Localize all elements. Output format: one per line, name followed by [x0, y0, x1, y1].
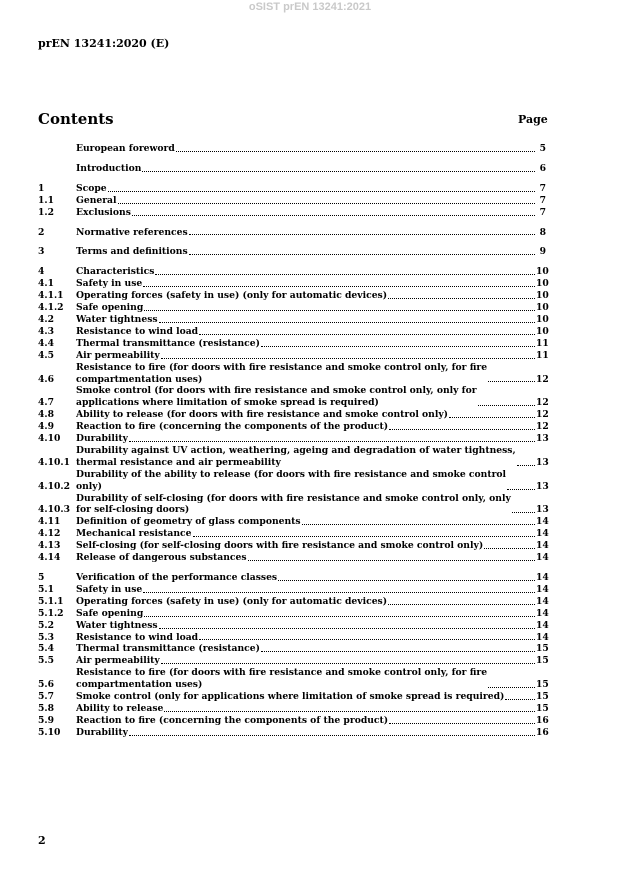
dot-leader [144, 310, 535, 311]
dot-leader [161, 358, 535, 359]
dot-leader [132, 215, 535, 216]
dot-leader [507, 489, 535, 490]
toc-entry-page: 15 [536, 655, 549, 667]
toc-entry-page: 10 [536, 313, 549, 325]
toc-entry-page: 6 [539, 162, 546, 174]
dot-leader [144, 616, 535, 617]
toc-entry-title [76, 667, 536, 691]
toc-entry-page: 15 [536, 702, 549, 714]
toc-entry-title [76, 302, 536, 314]
toc-entry-title [76, 143, 536, 155]
toc-entry-page: 14 [536, 595, 549, 607]
toc-entry-title [76, 326, 536, 338]
toc-entry-title [76, 163, 536, 175]
toc-entry-title [76, 715, 536, 727]
toc-entry-page: 14 [536, 583, 549, 595]
toc-entry[interactable] [38, 607, 549, 620]
toc-entry[interactable] [38, 468, 549, 493]
toc-entry[interactable] [38, 143, 546, 155]
toc-entry-title [76, 620, 536, 632]
toc-entry-title [76, 195, 536, 207]
dot-leader [488, 687, 535, 688]
toc-entry-page: 12 [536, 409, 549, 421]
toc-entry-page: 7 [539, 206, 546, 218]
toc-entry[interactable] [38, 619, 549, 632]
toc-entry-title [76, 338, 536, 350]
toc-entry-number: 4.10.3 [38, 504, 70, 516]
toc-entry-title [76, 278, 536, 290]
toc-entry-title [76, 266, 536, 278]
toc-entry-title [76, 409, 536, 421]
dot-leader [488, 381, 535, 382]
toc-entry-title-text: Safe opening [76, 607, 144, 619]
toc-entry-page: 5 [539, 143, 546, 154]
toc-entry[interactable] [38, 583, 549, 596]
toc-entry-number: 4.13 [38, 540, 61, 552]
toc-entry-title-text: Terms and definitions [76, 246, 188, 258]
dot-leader [143, 286, 535, 287]
toc-entry[interactable] [38, 643, 549, 655]
toc-entry-title-text: Introduction [76, 162, 142, 174]
dot-leader [108, 191, 535, 192]
dot-leader [388, 604, 535, 605]
toc-entry-title [76, 469, 536, 493]
toc-entry-title-text: Resistance to fire (for doors with fire resistance and smoke control only, for fire compartmentation uses) [76, 667, 488, 691]
toc-entry[interactable] [38, 572, 549, 584]
toc-entry-page: 12 [536, 397, 549, 409]
toc-entry-page: 14 [536, 540, 549, 552]
toc-entry-title-text: Normative references [76, 226, 188, 238]
toc-entry-number: 4.2 [38, 313, 54, 325]
toc-entry-title-text: General [76, 194, 117, 206]
toc-entry[interactable] [38, 361, 549, 386]
toc-entry-page: 10 [536, 290, 549, 302]
toc-entry-title-text: Durability against UV action, weathering, ageing and degradation of water tightness, thermal resistance and air permeability [76, 444, 516, 468]
toc-entry-title-text: Verification of the performance classes [76, 572, 278, 583]
toc-entry-page: 10 [536, 302, 549, 314]
toc-entry-title [76, 528, 536, 540]
toc-entry-number: 5.5 [38, 655, 54, 667]
toc-entry-title-text: Resistance to fire (for doors with fire resistance and smoke control only, for fire compartmentation uses) [76, 361, 488, 385]
toc-entry-title-text: Operating forces (safety in use) (only for automatic devices) [76, 595, 388, 607]
toc-entry-page: 12 [536, 421, 549, 433]
toc-entry-page: 7 [539, 182, 546, 194]
toc-entry-title [76, 493, 536, 517]
toc-entry-page: 14 [536, 631, 549, 643]
toc-entry-number: 5.9 [38, 714, 54, 726]
toc-entry-page: 14 [536, 516, 549, 528]
toc-entry-number: 4.4 [38, 337, 54, 349]
dot-leader [159, 628, 535, 629]
toc-entry-page: 13 [536, 504, 549, 516]
toc-entry[interactable] [38, 163, 546, 175]
toc-entry-title [76, 596, 536, 608]
toc-entry-page: 15 [536, 679, 549, 691]
dot-leader [261, 651, 535, 652]
toc-entry-title-text: Definition of geometry of glass components [76, 516, 301, 528]
toc-entry-title [76, 314, 536, 326]
dot-leader [389, 429, 535, 430]
footer-page-number: 2 [38, 834, 46, 847]
dot-leader [164, 711, 535, 712]
toc-entry-title-text: Durability of the ability to release (for doors with fire resistance and smoke control only) [76, 468, 507, 492]
toc-entry-number: 3 [38, 246, 45, 258]
toc-entry-page: 8 [539, 226, 546, 238]
toc-entry-title [76, 584, 536, 596]
toc-entry-page: 16 [536, 714, 549, 726]
toc-entry-title-text: Smoke control (only for applications where limitation of smoke spread is required) [76, 691, 505, 703]
toc-entry-page: 11 [536, 337, 549, 349]
toc-entry-title-text: Self-closing (for self-closing doors with fire resistance and smoke control only) [76, 540, 484, 552]
dot-leader [302, 524, 535, 525]
toc-entry-title [76, 516, 536, 528]
toc-entry-title-text: Mechanical resistance [76, 528, 192, 540]
toc-entry[interactable] [38, 631, 549, 644]
toc-entry-page: 10 [536, 325, 549, 337]
toc-entry-number: 4.12 [38, 528, 61, 540]
toc-entry-title [76, 421, 536, 433]
toc-entry-title-text: Resistance to wind load [76, 631, 199, 643]
toc-entry-number: 4.1.1 [38, 290, 64, 302]
toc-entry[interactable] [38, 325, 549, 338]
toc-entry-title [76, 350, 536, 362]
toc-entry-title-text: Thermal transmittance (resistance) [76, 643, 260, 655]
toc-entry-number: 4.1 [38, 278, 54, 290]
toc-entry-title-text: Characteristics [76, 266, 155, 278]
toc-entry-number: 5.7 [38, 691, 54, 703]
watermark: oSIST prEN 13241:2021 [248, 1, 372, 13]
dot-leader [261, 346, 535, 347]
toc-entry-title [76, 385, 536, 409]
toc-entry[interactable] [38, 290, 549, 302]
toc-entry-title [76, 227, 536, 239]
dot-leader [278, 580, 535, 581]
toc-entry-title-text: Durability [76, 433, 128, 445]
toc-entry-page: 7 [539, 194, 546, 206]
toc-entry-number: 5 [38, 572, 45, 583]
dot-leader [478, 405, 535, 406]
toc-entry-title-text: Water tightness [76, 313, 158, 325]
toc-entry-title [76, 433, 536, 445]
toc-entry-title [76, 362, 536, 386]
dot-leader [389, 723, 535, 724]
toc-entry-title [76, 643, 536, 655]
dot-leader [159, 322, 535, 323]
toc-entry-title-text: Release of dangerous substances [76, 552, 247, 564]
toc-entry[interactable] [38, 595, 549, 608]
toc-entry[interactable] [38, 183, 546, 195]
dot-leader [143, 592, 535, 593]
toc-entry-number: 4.9 [38, 421, 54, 433]
table-of-contents [38, 143, 549, 739]
toc-entry-number: 5.8 [38, 702, 54, 714]
toc-entry-number: 4.11 [38, 516, 61, 528]
toc-entry-number: 5.1.2 [38, 607, 64, 619]
toc-entry-title-text: Exclusions [76, 206, 131, 218]
toc-entry-title-text: Air permeability [76, 655, 160, 667]
toc-entry[interactable] [38, 302, 549, 314]
dot-leader [199, 334, 535, 335]
dot-leader [189, 234, 535, 235]
toc-entry-number: 4.3 [38, 325, 54, 337]
toc-entry-title-text: Safe opening [76, 302, 144, 314]
toc-entry[interactable] [38, 444, 549, 469]
toc-entry[interactable] [38, 313, 549, 326]
toc-entry-title-text: Reaction to fire (concerning the components of the product) [76, 714, 389, 726]
dot-leader [449, 417, 535, 418]
toc-entry-title-text: Water tightness [76, 619, 158, 631]
dot-leader [199, 639, 535, 640]
toc-entry-title-text: Thermal transmittance (resistance) [76, 337, 260, 349]
toc-entry-page: 10 [536, 266, 549, 278]
dot-leader [176, 151, 535, 152]
toc-entry-title [76, 703, 536, 715]
toc-entry-title-text: Air permeability [76, 349, 160, 361]
toc-entry-number: 4.10 [38, 433, 61, 445]
toc-entry-title [76, 552, 536, 564]
dot-leader [388, 298, 535, 299]
toc-entry[interactable] [38, 421, 549, 433]
toc-entry-title [76, 655, 536, 667]
toc-entry-number: 4.6 [38, 373, 54, 385]
document-id: prEN 13241:2020 (E) [38, 37, 170, 50]
toc-entry[interactable] [38, 278, 549, 290]
toc-entry-title [76, 632, 536, 644]
toc-entry-title [76, 727, 536, 739]
dot-leader [129, 441, 535, 442]
toc-entry-title [76, 540, 536, 552]
toc-entry[interactable] [38, 227, 546, 239]
toc-entry-number: 1.2 [38, 206, 54, 218]
toc-entry-number: 5.1 [38, 583, 54, 595]
toc-entry[interactable] [38, 385, 549, 409]
toc-entry-title-text: Safety in use [76, 583, 143, 595]
toc-entry-page: 14 [536, 528, 549, 540]
toc-entry-number: 1 [38, 182, 45, 194]
toc-entry-title-text: Operating forces (safety in use) (only for automatic devices) [76, 290, 388, 302]
toc-entry-title-text: Safety in use [76, 278, 143, 290]
toc-entry-title-text: Ability to release [76, 702, 164, 714]
toc-entry-number: 5.1.1 [38, 595, 64, 607]
toc-entry[interactable] [38, 337, 549, 350]
toc-entry[interactable] [38, 207, 546, 219]
toc-entry-title [76, 445, 536, 469]
toc-entry-number: 2 [38, 226, 45, 238]
dot-leader [161, 663, 535, 664]
toc-entry-page: 15 [536, 643, 549, 655]
toc-entry[interactable] [38, 492, 549, 517]
toc-entry-number: 5.2 [38, 619, 54, 631]
toc-entry-number: 5.4 [38, 643, 54, 655]
toc-entry-page: 14 [536, 552, 549, 564]
toc-entry[interactable] [38, 702, 549, 715]
toc-entry-number: 5.6 [38, 679, 54, 691]
toc-entry[interactable] [38, 246, 546, 258]
toc-entry-title [76, 183, 536, 195]
toc-entry[interactable] [38, 516, 549, 528]
toc-entry-page: 9 [539, 246, 546, 258]
toc-entry-number: 4.10.1 [38, 456, 70, 468]
toc-entry-page: 15 [536, 691, 549, 703]
toc-entry[interactable] [38, 655, 549, 667]
dot-leader [155, 274, 535, 275]
toc-entry-page: 13 [536, 433, 549, 445]
toc-entry[interactable] [38, 528, 549, 540]
toc-entry-title-text: Durability [76, 726, 128, 738]
toc-entry[interactable] [38, 195, 546, 207]
toc-entry-page: 14 [536, 607, 549, 619]
toc-entry-title [76, 572, 536, 584]
toc-entry-page: 14 [536, 619, 549, 631]
toc-entry[interactable] [38, 726, 549, 739]
dot-leader [193, 536, 536, 537]
toc-entry-title-text: Ability to release (for doors with fire resistance and smoke control only) [76, 409, 449, 421]
toc-entry[interactable] [38, 552, 549, 564]
toc-entry-page: 14 [536, 572, 549, 583]
toc-entry-number: 4.10.2 [38, 480, 70, 492]
toc-entry-number: 4.5 [38, 349, 54, 361]
contents-title: Contents [38, 110, 114, 128]
toc-entry-number: 4.14 [38, 552, 61, 564]
toc-entry[interactable] [38, 266, 549, 278]
dot-leader [512, 512, 535, 513]
toc-entry-page: 13 [536, 480, 549, 492]
toc-entry-page: 11 [536, 349, 549, 361]
toc-entry-number: 4 [38, 266, 45, 278]
toc-entry-title [76, 691, 536, 703]
toc-entry-title-text: Scope [76, 182, 107, 194]
toc-entry[interactable] [38, 433, 549, 445]
toc-entry-number: 1.1 [38, 194, 54, 206]
dot-leader [248, 560, 535, 561]
toc-entry-page: 16 [536, 726, 549, 738]
toc-entry[interactable] [38, 714, 549, 727]
toc-entry[interactable] [38, 540, 549, 552]
dot-leader [517, 465, 535, 466]
toc-entry-title-text: Reaction to fire (concerning the components of the product) [76, 421, 389, 433]
toc-entry-number: 4.7 [38, 397, 54, 409]
dot-leader [118, 203, 535, 204]
toc-entry-number: 5.10 [38, 726, 61, 738]
toc-entry[interactable] [38, 691, 549, 703]
toc-entry-page: 10 [536, 278, 549, 290]
toc-entry-number: 4.1.2 [38, 302, 64, 314]
toc-entry-title-text: Smoke control (for doors with fire resistance and smoke control only, only for applications where limitation of smoke spread is required) [76, 385, 477, 409]
toc-entry-page: 12 [536, 373, 549, 385]
toc-entry-title-text: Durability of self-closing (for doors with fire resistance and smoke control only, only for self-closing doors) [76, 492, 511, 516]
page-column-heading: Page [518, 113, 548, 126]
toc-entry-title [76, 608, 536, 620]
toc-entry-title-text: European foreword [76, 143, 175, 154]
toc-entry-title [76, 207, 536, 219]
toc-entry[interactable] [38, 409, 549, 421]
toc-entry-title [76, 246, 536, 258]
toc-entry-page: 13 [536, 456, 549, 468]
toc-entry-title-text: Resistance to wind load [76, 325, 199, 337]
toc-entry[interactable] [38, 667, 549, 691]
dot-leader [129, 735, 535, 736]
toc-entry-number: 4.8 [38, 409, 54, 421]
toc-entry-number: 5.3 [38, 631, 54, 643]
dot-leader [189, 254, 535, 255]
toc-entry-title [76, 290, 536, 302]
dot-leader [505, 699, 535, 700]
dot-leader [142, 171, 535, 172]
dot-leader [484, 548, 535, 549]
toc-entry[interactable] [38, 349, 549, 362]
